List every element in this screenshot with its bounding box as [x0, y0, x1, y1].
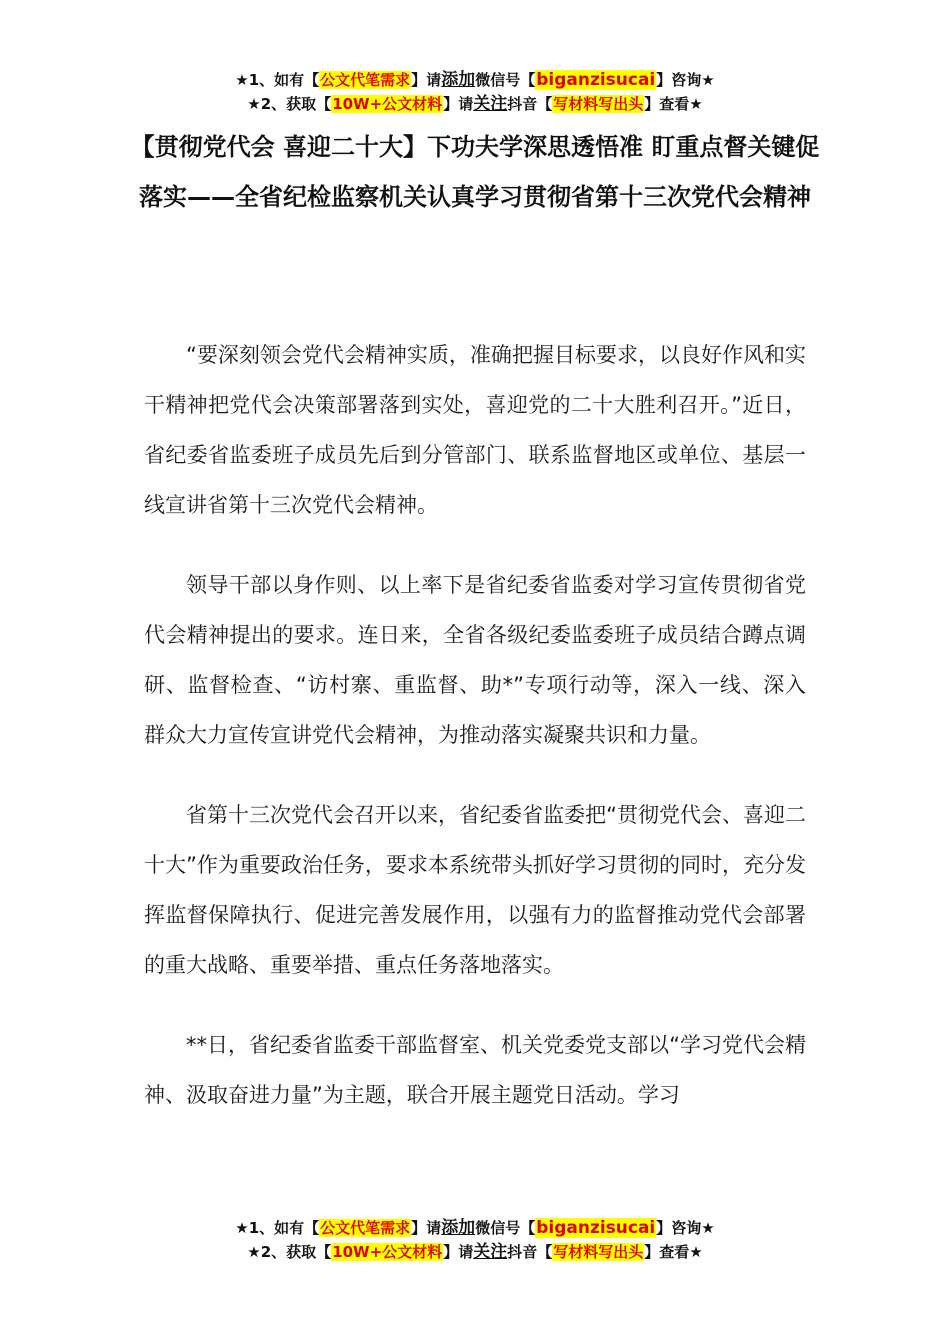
banner-text: 】请	[411, 71, 442, 89]
banner-line-2	[0, 1240, 950, 1264]
banner-line-1	[0, 68, 950, 92]
footer-banner	[0, 1216, 950, 1264]
banner-text: 】查看★	[644, 95, 703, 113]
banner-text: 】请	[411, 1219, 442, 1237]
document-body	[144, 330, 806, 1150]
paragraph: 省第十三次党代会召开以来，省纪委省监委把“贯彻党代会、喜迎二十大”作为重要政治任务，要求本系统带头抓好学习贯彻的同时，充分发挥监督保障执行、促进完善发展作用，以强有力的监督推动党代会部署的重大战略、重要举措、重点任务落地落实。	[144, 803, 806, 977]
banner-emphasis: 关注	[473, 1242, 508, 1262]
banner-text: 】查看★	[644, 1243, 703, 1261]
header-banner	[0, 68, 950, 116]
banner-highlight-materials: 10W+公文材料	[332, 1243, 443, 1261]
banner-text: 】请	[443, 1243, 474, 1261]
banner-highlight-service: 公文代笔需求	[320, 71, 411, 89]
banner-text: ★2、获取【	[247, 95, 332, 113]
banner-text: 抖音【	[507, 1243, 553, 1261]
paragraph: 领导干部以身作则、以上率下是省纪委省监委对学习宣传贯彻省党代会精神提出的要求。连日来，全省各级纪委监委班子成员结合蹲点调研、监督检查、“访村寨、重监督、助*”专项行动等，深入一线、深入群众大力宣传宣讲党代会精神，为推动落实凝聚共识和力量。	[144, 573, 806, 747]
banner-text: 】请	[443, 95, 474, 113]
banner-highlight-service: 公文代笔需求	[320, 1219, 411, 1237]
banner-text: 】咨询★	[656, 71, 715, 89]
banner-text: 抖音【	[507, 95, 553, 113]
banner-text: 微信号【	[475, 71, 536, 89]
document-title: 【贯彻党代会 喜迎二十大】下功夫学深思透悟准 盯重点督关键促落实——全省纪检监察机关认真学习贯彻省第十三次党代会精神	[130, 133, 820, 211]
banner-text: ★1、如有【	[235, 1219, 320, 1237]
paragraph: **日，省纪委省监委干部监督室、机关党委党支部以“学习党代会精神、汲取奋进力量”为主题，联合开展主题党日活动。学习	[144, 1033, 806, 1107]
banner-text: ★2、获取【	[247, 1243, 332, 1261]
banner-text: ★1、如有【	[235, 71, 320, 89]
banner-highlight-wechat-id: biganzisucai	[536, 1218, 656, 1238]
paragraph: “要深刻领会党代会精神实质，准确把握目标要求，以良好作风和实干精神把党代会决策部署落到实处，喜迎党的二十大胜利召开。”近日，省纪委省监委班子成员先后到分管部门、联系监督地区或单位、基层一线宣讲省第十三次党代会精神。	[144, 343, 806, 517]
banner-text: 微信号【	[475, 1219, 536, 1237]
banner-highlight-douyin: 写材料写出头	[553, 1243, 644, 1261]
banner-line-2	[0, 92, 950, 116]
banner-highlight-douyin: 写材料写出头	[553, 95, 644, 113]
banner-emphasis: 添加	[441, 70, 476, 90]
banner-line-1	[0, 1216, 950, 1240]
banner-highlight-materials: 10W+公文材料	[332, 95, 443, 113]
banner-text: 】咨询★	[656, 1219, 715, 1237]
banner-highlight-wechat-id: biganzisucai	[536, 70, 656, 90]
banner-emphasis: 添加	[441, 1218, 476, 1238]
banner-emphasis: 关注	[473, 94, 508, 114]
